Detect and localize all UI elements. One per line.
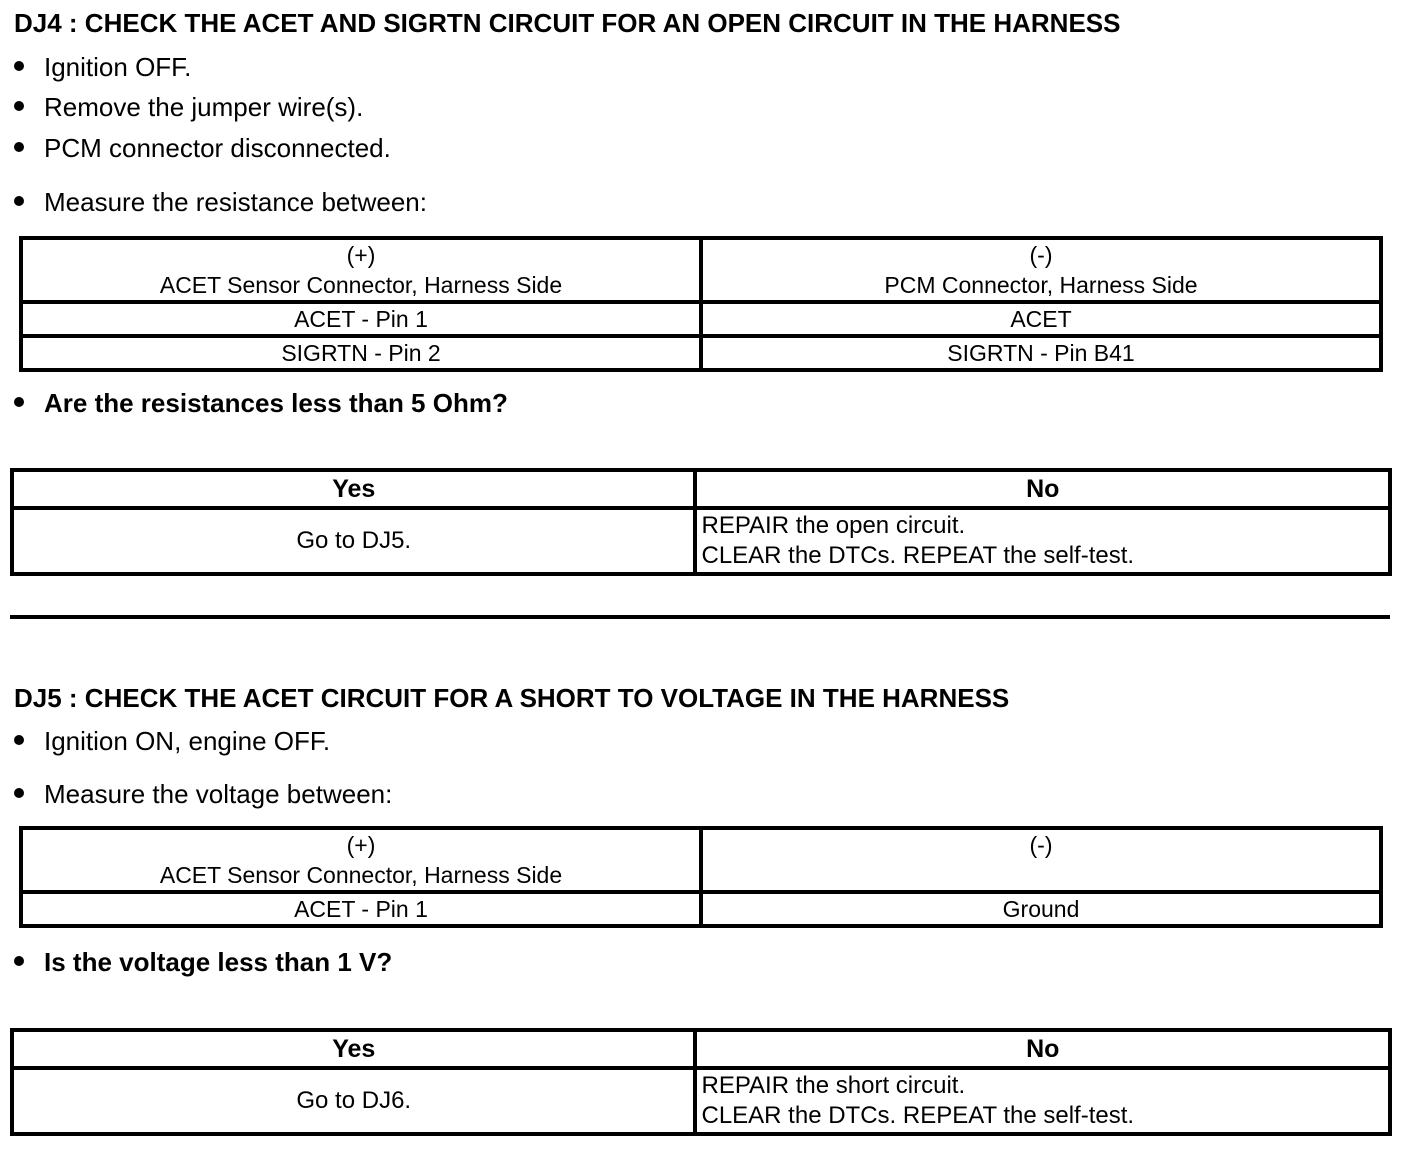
- yes-action: Go to DJ6.: [12, 1068, 695, 1134]
- bullet-icon: [14, 788, 24, 798]
- table-row: [21, 336, 1381, 370]
- step-text: Measure the voltage between:: [44, 779, 393, 809]
- dj5-result-table: [10, 1028, 1392, 1136]
- table-row: [12, 1068, 1390, 1134]
- bullet-icon: [14, 956, 24, 966]
- bullet-icon: [14, 735, 24, 745]
- bullet-icon: [14, 142, 24, 152]
- question-text: Is the voltage less than 1 V?: [44, 947, 393, 977]
- dj4-result-table: [10, 468, 1392, 576]
- dj4-step-3: [14, 133, 391, 163]
- no-action-line: REPAIR the open circuit.: [701, 512, 966, 539]
- dj5-heading: DJ5 : CHECK THE ACET CIRCUIT FOR A SHORT TO VOLTAGE IN THE HARNESS: [14, 683, 1010, 713]
- dj4-measure-table: [19, 236, 1383, 372]
- step-text: Measure the resistance between:: [44, 187, 427, 217]
- dj4-step-1: [14, 52, 191, 82]
- table-header-negative: [701, 828, 1381, 892]
- step-text: PCM connector disconnected.: [44, 133, 391, 163]
- bullet-icon: [14, 61, 24, 71]
- table-header-negative: [701, 238, 1381, 302]
- yes-action: Go to DJ5.: [12, 508, 695, 574]
- bullet-icon: [14, 397, 24, 407]
- no-header: No: [695, 1030, 1390, 1068]
- yes-header: Yes: [12, 470, 695, 508]
- connector-label: PCM Connector, Harness Side: [884, 272, 1198, 298]
- dj4-step-2: [14, 92, 363, 122]
- no-action-line: REPAIR the short circuit.: [701, 1072, 966, 1099]
- question-text: Are the resistances less than 5 Ohm?: [44, 388, 508, 418]
- bullet-icon: [14, 196, 24, 206]
- step-text: Ignition OFF.: [44, 52, 192, 82]
- table-row: [12, 508, 1390, 574]
- no-action: [695, 1068, 1390, 1134]
- connector-label: ACET Sensor Connector, Harness Side: [159, 272, 563, 298]
- table-row: [21, 302, 1381, 336]
- bullet-icon: [14, 101, 24, 111]
- step-text: Remove the jumper wire(s).: [44, 92, 364, 122]
- dj4-question: [14, 388, 508, 418]
- dj5-step-2: [14, 779, 392, 809]
- dj5-question: [14, 947, 392, 977]
- polarity-label: (+): [346, 242, 376, 268]
- table-cell: ACET - Pin 1: [21, 302, 701, 336]
- table-cell: SIGRTN - Pin B41: [701, 336, 1381, 370]
- table-cell: ACET - Pin 1: [21, 892, 701, 926]
- dj5-step-1: [14, 726, 330, 756]
- dj4-step-4: [14, 187, 427, 217]
- polarity-label: (+): [346, 832, 376, 858]
- table-cell: ACET: [701, 302, 1381, 336]
- no-header: No: [695, 470, 1390, 508]
- step-text: Ignition ON, engine OFF.: [44, 726, 331, 756]
- table-cell: Ground: [701, 892, 1381, 926]
- table-header-positive: [21, 238, 701, 302]
- no-action-line: CLEAR the DTCs. REPEAT the self-test.: [701, 1102, 1135, 1129]
- table-header-positive: [21, 828, 701, 892]
- table-cell: SIGRTN - Pin 2: [21, 336, 701, 370]
- section-divider: [10, 615, 1390, 619]
- dj4-heading: DJ4 : CHECK THE ACET AND SIGRTN CIRCUIT FOR AN OPEN CIRCUIT IN THE HARNESS: [14, 8, 1121, 38]
- dj5-measure-table: [19, 826, 1383, 928]
- polarity-label: (-): [1029, 832, 1053, 858]
- polarity-label: (-): [1029, 242, 1053, 268]
- no-action-line: CLEAR the DTCs. REPEAT the self-test.: [701, 542, 1135, 569]
- table-row: [21, 892, 1381, 926]
- no-action: [695, 508, 1390, 574]
- connector-label: ACET Sensor Connector, Harness Side: [159, 862, 563, 888]
- yes-header: Yes: [12, 1030, 695, 1068]
